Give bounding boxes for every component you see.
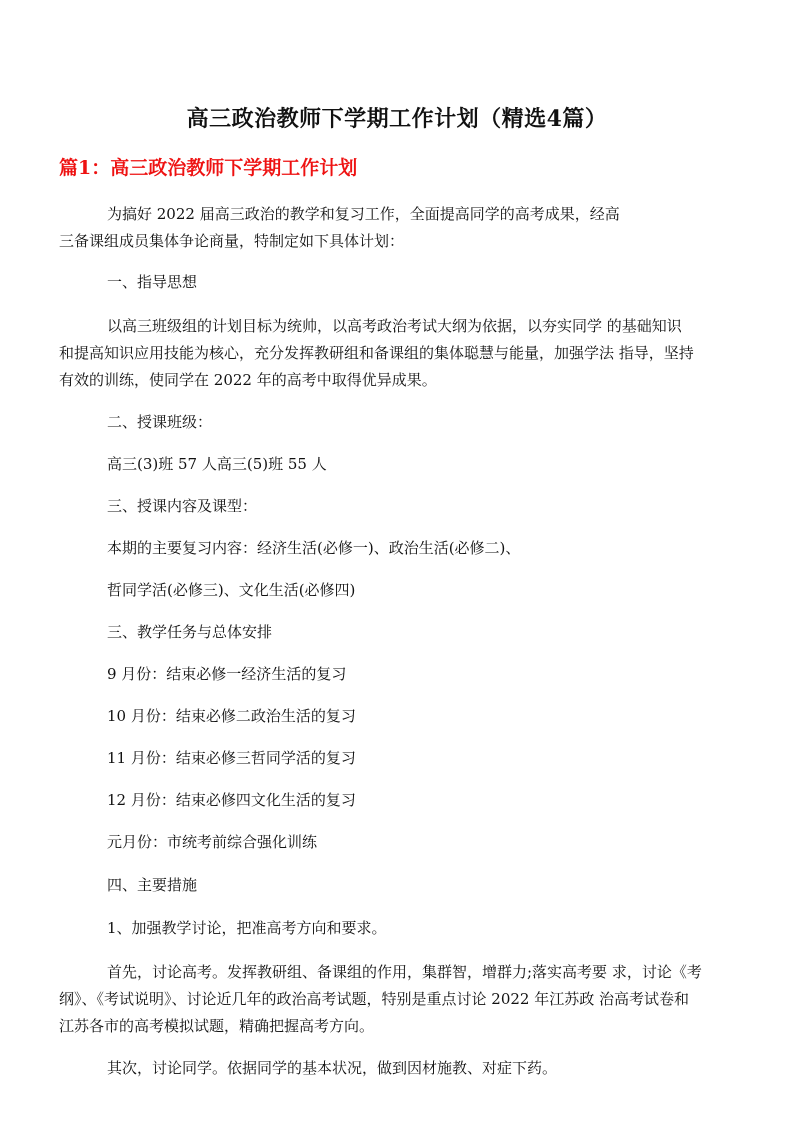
paragraph-line: 本期的主要复习内容：经济生活(必修一)、政治生活(必修二)、 xyxy=(107,539,521,557)
paragraph-line: 三备课组成员集体争论商量，特制定如下具体计划： xyxy=(59,232,405,250)
section-subheading: 三、教学任务与总体安排 xyxy=(107,623,273,641)
paragraph-line: 其次，讨论同学。依据同学的基本状况，做到因材施教、对症下药。 xyxy=(107,1059,558,1077)
schedule-item: 12 月份：结束必修四文化生活的复习 xyxy=(107,791,356,809)
section-subheading: 四、主要措施 xyxy=(107,876,198,894)
schedule-item: 元月份：市统考前综合强化训练 xyxy=(107,833,318,851)
paragraph-line: 高三(3)班 57 人高三(5)班 55 人 xyxy=(107,455,327,473)
paragraph-line: 哲同学活(必修三)、文化生活(必修四) xyxy=(107,581,356,599)
paragraph-line: 纲》、《考试说明》、讨论近几年的政治高考试题，特别是重点讨论 2022 年江苏政 治高考试卷和 xyxy=(59,990,689,1008)
section-subheading: 一、指导思想 xyxy=(107,273,198,291)
paragraph-line: 为搞好 2022 届高三政治的教学和复习工作，全面提高同学的高考成果，经高 xyxy=(107,205,620,223)
section-subheading: 三、授课内容及课型： xyxy=(107,497,258,515)
paragraph-line: 以高三班级组的计划目标为统帅，以高考政治考试大纲为依据，以夯实同学 的基础知识 xyxy=(107,317,682,335)
paragraph-line: 首先，讨论高考。发挥教研组、备课组的作用，集群智，增群力;落实高考要 求，讨论《考 xyxy=(107,963,702,981)
section-heading: 篇1：高三政治教师下学期工作计划 xyxy=(59,157,358,179)
paragraph-line: 有效的训练，使同学在 2022 年的高考中取得优异成果。 xyxy=(59,371,437,389)
document-title: 高三政治教师下学期工作计划（精选4篇） xyxy=(186,106,608,132)
schedule-item: 9 月份：结束必修一经济生活的复习 xyxy=(107,665,347,683)
schedule-item: 11 月份：结束必修三哲同学活的复习 xyxy=(107,749,356,767)
schedule-item: 10 月份：结束必修二政治生活的复习 xyxy=(107,707,356,725)
paragraph-line: 1、加强教学讨论，把准高考方向和要求。 xyxy=(107,919,387,937)
paragraph-line: 和提高知识应用技能为核心，充分发挥教研组和备课组的集体聪慧与能量，加强学法 指导，坚持 xyxy=(59,344,694,362)
paragraph-line: 江苏各市的高考模拟试题，精确把握高考方向。 xyxy=(59,1017,375,1035)
section-subheading: 二、授课班级： xyxy=(107,413,213,431)
